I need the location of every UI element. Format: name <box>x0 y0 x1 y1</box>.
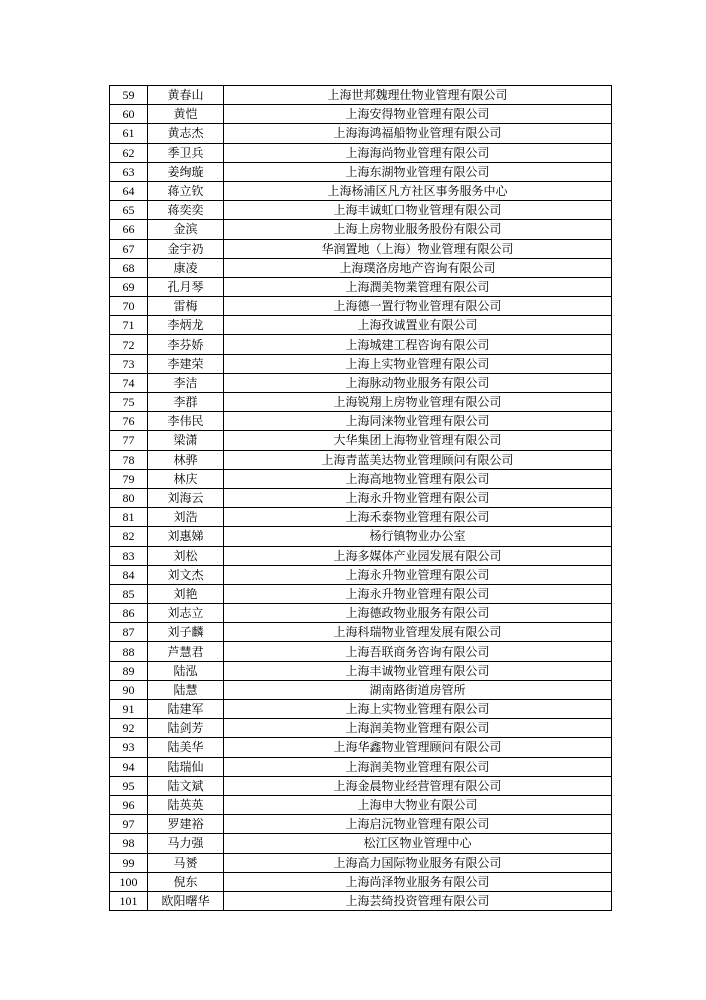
table-row <box>110 431 612 450</box>
table-row <box>110 565 612 584</box>
row-number: 80 <box>110 488 148 507</box>
table-row <box>110 143 612 162</box>
person-name: 罗建裕 <box>148 815 224 834</box>
roster-body <box>110 86 612 911</box>
row-number: 61 <box>110 124 148 143</box>
person-name: 季卫兵 <box>148 143 224 162</box>
row-number: 70 <box>110 297 148 316</box>
organization-name: 上海世邦魏理仕物业管理有限公司 <box>224 86 612 105</box>
organization-name: 上海高地物业管理有限公司 <box>224 469 612 488</box>
row-number: 93 <box>110 738 148 757</box>
row-number: 65 <box>110 201 148 220</box>
person-name: 李洁 <box>148 373 224 392</box>
person-name: 刘松 <box>148 546 224 565</box>
row-number: 95 <box>110 776 148 795</box>
organization-name: 上海永升物业管理有限公司 <box>224 565 612 584</box>
person-name: 刘浩 <box>148 508 224 527</box>
table-row <box>110 508 612 527</box>
table-row <box>110 680 612 699</box>
organization-name: 上海申大物业有限公司 <box>224 795 612 814</box>
table-row <box>110 776 612 795</box>
organization-name: 上海同涞物业管理有限公司 <box>224 412 612 431</box>
table-row <box>110 604 612 623</box>
person-name: 刘志立 <box>148 604 224 623</box>
person-name: 陆美华 <box>148 738 224 757</box>
table-row <box>110 891 612 910</box>
table-row <box>110 239 612 258</box>
organization-name: 上海丰诚物业管理有限公司 <box>224 661 612 680</box>
row-number: 86 <box>110 604 148 623</box>
row-number: 88 <box>110 642 148 661</box>
row-number: 76 <box>110 412 148 431</box>
table-row <box>110 469 612 488</box>
organization-name: 松江区物业管理中心 <box>224 834 612 853</box>
person-name: 孔月琴 <box>148 277 224 296</box>
row-number: 67 <box>110 239 148 258</box>
organization-name: 上海城建工程咨询有限公司 <box>224 335 612 354</box>
organization-name: 湖南路街道房管所 <box>224 680 612 699</box>
person-name: 金宇礽 <box>148 239 224 258</box>
table-row <box>110 719 612 738</box>
organization-name: 上海润美物业管理有限公司 <box>224 757 612 776</box>
organization-name: 上海禾泰物业管理有限公司 <box>224 508 612 527</box>
table-row <box>110 373 612 392</box>
organization-name: 上海丰诚虹口物业管理有限公司 <box>224 201 612 220</box>
table-row <box>110 738 612 757</box>
table-row <box>110 815 612 834</box>
organization-name: 上海永升物业管理有限公司 <box>224 584 612 603</box>
person-name: 陆文斌 <box>148 776 224 795</box>
person-name: 雷梅 <box>148 297 224 316</box>
row-number: 87 <box>110 623 148 642</box>
person-name: 蒋奕奕 <box>148 201 224 220</box>
table-row <box>110 86 612 105</box>
organization-name: 上海高力国际物业服务有限公司 <box>224 853 612 872</box>
person-name: 陆建军 <box>148 700 224 719</box>
roster-table <box>109 85 612 911</box>
row-number: 73 <box>110 354 148 373</box>
row-number: 83 <box>110 546 148 565</box>
row-number: 62 <box>110 143 148 162</box>
table-row <box>110 546 612 565</box>
row-number: 94 <box>110 757 148 776</box>
person-name: 陆瑞仙 <box>148 757 224 776</box>
organization-name: 华润置地（上海）物业管理有限公司 <box>224 239 612 258</box>
person-name: 李群 <box>148 393 224 412</box>
row-number: 63 <box>110 162 148 181</box>
row-number: 81 <box>110 508 148 527</box>
row-number: 68 <box>110 258 148 277</box>
table-row <box>110 642 612 661</box>
organization-name: 上海多媒体产业园发展有限公司 <box>224 546 612 565</box>
organization-name: 上海德政物业服务有限公司 <box>224 604 612 623</box>
table-row <box>110 488 612 507</box>
table-row <box>110 527 612 546</box>
person-name: 蒋立钦 <box>148 181 224 200</box>
row-number: 79 <box>110 469 148 488</box>
organization-name: 上海科瑞物业管理发展有限公司 <box>224 623 612 642</box>
person-name: 马赟 <box>148 853 224 872</box>
organization-name: 上海海鸿福船物业管理有限公司 <box>224 124 612 143</box>
organization-name: 大华集团上海物业管理有限公司 <box>224 431 612 450</box>
row-number: 89 <box>110 661 148 680</box>
person-name: 刘惠娣 <box>148 527 224 546</box>
table-row <box>110 201 612 220</box>
person-name: 马力强 <box>148 834 224 853</box>
organization-name: 上海孜诚置业有限公司 <box>224 316 612 335</box>
row-number: 71 <box>110 316 148 335</box>
organization-name: 上海尚泽物业服务有限公司 <box>224 872 612 891</box>
organization-name: 上海永升物业管理有限公司 <box>224 488 612 507</box>
person-name: 李芬娇 <box>148 335 224 354</box>
row-number: 91 <box>110 700 148 719</box>
organization-name: 上海杨浦区凡方社区事务服务中心 <box>224 181 612 200</box>
organization-name: 杨行镇物业办公室 <box>224 527 612 546</box>
organization-name: 上海安得物业管理有限公司 <box>224 105 612 124</box>
row-number: 84 <box>110 565 148 584</box>
person-name: 欧阳曙华 <box>148 891 224 910</box>
person-name: 林庆 <box>148 469 224 488</box>
table-row <box>110 105 612 124</box>
table-row <box>110 277 612 296</box>
table-row <box>110 354 612 373</box>
row-number: 90 <box>110 680 148 699</box>
organization-name: 上海上实物业管理有限公司 <box>224 700 612 719</box>
table-row <box>110 316 612 335</box>
person-name: 黄春山 <box>148 86 224 105</box>
organization-name: 上海璞洛房地产咨询有限公司 <box>224 258 612 277</box>
organization-name: 上海金晨物业经营管理有限公司 <box>224 776 612 795</box>
person-name: 梁潇 <box>148 431 224 450</box>
table-row <box>110 872 612 891</box>
row-number: 77 <box>110 431 148 450</box>
person-name: 李炳龙 <box>148 316 224 335</box>
person-name: 刘子麟 <box>148 623 224 642</box>
row-number: 69 <box>110 277 148 296</box>
row-number: 99 <box>110 853 148 872</box>
organization-name: 上海脉动物业服务有限公司 <box>224 373 612 392</box>
table-row <box>110 297 612 316</box>
person-name: 陆慧 <box>148 680 224 699</box>
row-number: 66 <box>110 220 148 239</box>
row-number: 97 <box>110 815 148 834</box>
person-name: 姜绚璇 <box>148 162 224 181</box>
row-number: 64 <box>110 181 148 200</box>
row-number: 92 <box>110 719 148 738</box>
person-name: 刘文杰 <box>148 565 224 584</box>
table-row <box>110 623 612 642</box>
table-row <box>110 393 612 412</box>
organization-name: 上海锐翔上房物业管理有限公司 <box>224 393 612 412</box>
table-row <box>110 700 612 719</box>
row-number: 82 <box>110 527 148 546</box>
organization-name: 上海华鑫物业管理顾问有限公司 <box>224 738 612 757</box>
table-row <box>110 450 612 469</box>
person-name: 陆英英 <box>148 795 224 814</box>
table-row <box>110 220 612 239</box>
organization-name: 上海青蓝美达物业管理顾问有限公司 <box>224 450 612 469</box>
table-row <box>110 412 612 431</box>
row-number: 78 <box>110 450 148 469</box>
row-number: 72 <box>110 335 148 354</box>
organization-name: 上海德一置行物业管理有限公司 <box>224 297 612 316</box>
person-name: 黄志杰 <box>148 124 224 143</box>
person-name: 李伟民 <box>148 412 224 431</box>
organization-name: 上海启沅物业管理有限公司 <box>224 815 612 834</box>
person-name: 陆泓 <box>148 661 224 680</box>
person-name: 刘艳 <box>148 584 224 603</box>
person-name: 金滨 <box>148 220 224 239</box>
table-row <box>110 661 612 680</box>
organization-name: 上海上实物业管理有限公司 <box>224 354 612 373</box>
organization-name: 上海上房物业服务股份有限公司 <box>224 220 612 239</box>
row-number: 96 <box>110 795 148 814</box>
row-number: 101 <box>110 891 148 910</box>
table-row <box>110 834 612 853</box>
table-row <box>110 757 612 776</box>
row-number: 85 <box>110 584 148 603</box>
organization-name: 上海海尚物业管理有限公司 <box>224 143 612 162</box>
person-name: 陆剑芳 <box>148 719 224 738</box>
row-number: 59 <box>110 86 148 105</box>
organization-name: 上海芸绮投资管理有限公司 <box>224 891 612 910</box>
row-number: 74 <box>110 373 148 392</box>
table-row <box>110 124 612 143</box>
table-row <box>110 853 612 872</box>
person-name: 康凌 <box>148 258 224 277</box>
person-name: 林骅 <box>148 450 224 469</box>
table-row <box>110 795 612 814</box>
organization-name: 上海润美物业管理有限公司 <box>224 719 612 738</box>
row-number: 60 <box>110 105 148 124</box>
table-row <box>110 335 612 354</box>
table-row <box>110 584 612 603</box>
person-name: 倪东 <box>148 872 224 891</box>
table-row <box>110 181 612 200</box>
row-number: 98 <box>110 834 148 853</box>
row-number: 100 <box>110 872 148 891</box>
organization-name: 上海潤美物業管理有限公司 <box>224 277 612 296</box>
organization-name: 上海吾联商务咨询有限公司 <box>224 642 612 661</box>
person-name: 黄恺 <box>148 105 224 124</box>
person-name: 李建荣 <box>148 354 224 373</box>
organization-name: 上海东湖物业管理有限公司 <box>224 162 612 181</box>
table-row <box>110 258 612 277</box>
person-name: 刘海云 <box>148 488 224 507</box>
row-number: 75 <box>110 393 148 412</box>
person-name: 芦慧君 <box>148 642 224 661</box>
table-row <box>110 162 612 181</box>
